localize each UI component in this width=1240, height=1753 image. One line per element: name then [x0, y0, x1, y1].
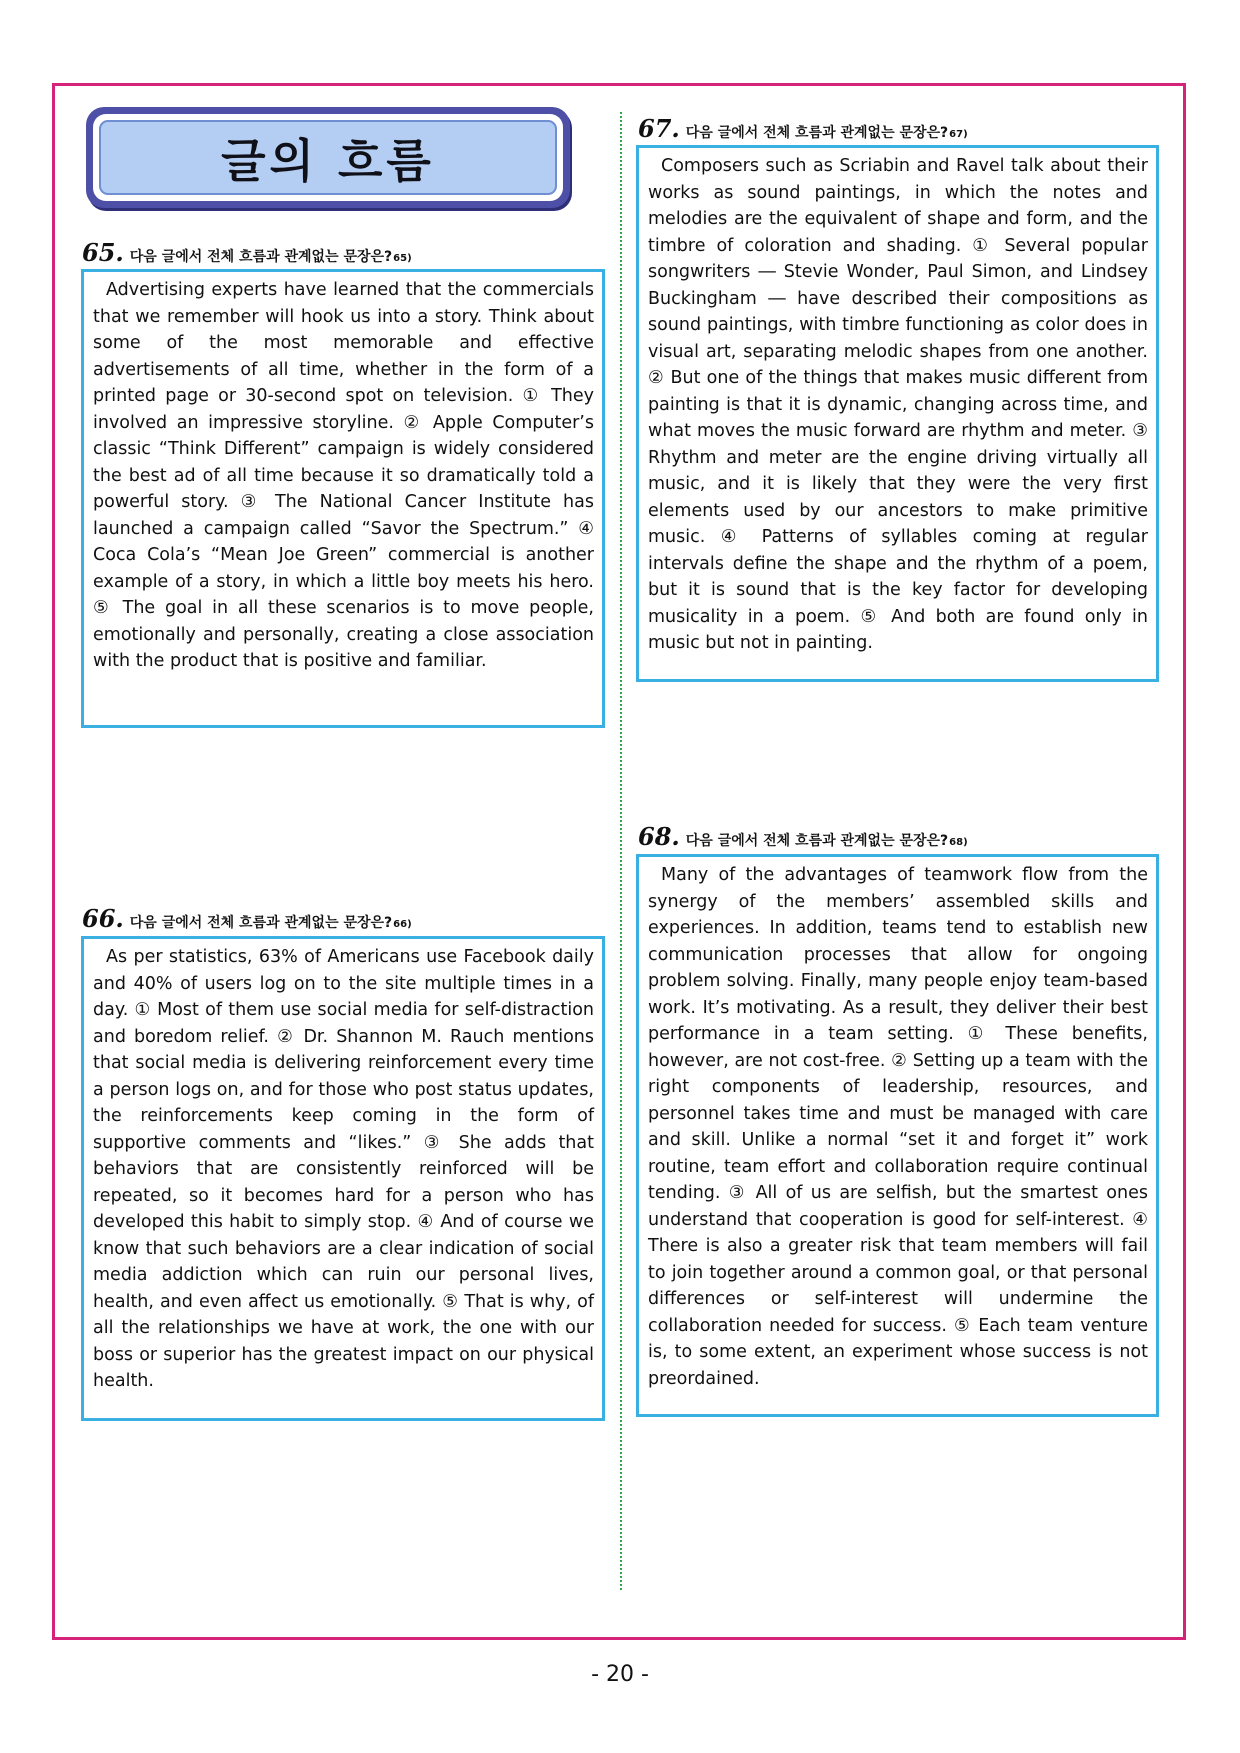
question-footnote-ref: 65): [393, 253, 412, 264]
question-prompt: 다음 글에서 전체 흐름과 관계없는 문장은?: [685, 833, 949, 849]
page-number: - 20 -: [591, 1662, 649, 1687]
section-title-frame: [93, 114, 563, 201]
question-prompt: 다음 글에서 전체 흐름과 관계없는 문장은?: [685, 125, 949, 141]
question-number: 66.: [82, 904, 124, 933]
question-number: 65.: [82, 238, 124, 267]
question-66-heading: [82, 904, 412, 933]
passage-text: Many of the advantages of teamwork flow from the synergy of the members’ assembled skills and experiences. In addition, teams tend to establish new communication processes that allow for ongoing problem solving. Finally, many people enjoy team-based work. It’s motivating. As a result, they deliver their best performance in a team setting. ① These benefits, however, are not cost-free. ② Setting up a team with the right components of leadership, resources, and personnel takes time and must be managed with care and skill. Unlike a normal “set it and forget it” work routine, team effort and collaboration require continual tending. ③ All of us are selfish, but the smartest ones understand that cooperation is good for self-interest. ④ There is also a greater risk that team members will fail to join together around a common goal, or that personal differences or self-interest will undermine the collaboration needed for success. ⑤ Each team venture is, to some extent, an experiment whose success is not preordained.: [648, 865, 1148, 1389]
question-65-passage-box: [81, 269, 605, 728]
question-67-heading: [638, 114, 968, 143]
question-67-passage-box: [636, 145, 1159, 682]
passage-text: Advertising experts have learned that the commercials that we remember will hook us into a story. Think about some of the most memorable and effective advertisements of all time, whether in the form of a printed page or 30-second spot on television. ① They involved an impressive storyline. ② Apple Computer’s classic “Think Different” campaign is widely considered the best ad of all time because it so dramatically told a powerful story. ③ The National Cancer Institute has launched a campaign called “Savor the Spectrum.” ④ Coca Cola’s “Mean Joe Green” commercial is another example of a story, in which a little boy meets his hero. ⑤ The goal in all these scenarios is to move people, emotionally and personally, creating a close association with the product that is positive and familiar.: [93, 280, 594, 671]
question-prompt: 다음 글에서 전체 흐름과 관계없는 문장은?: [129, 915, 393, 931]
question-footnote-ref: 66): [393, 919, 412, 930]
question-footnote-ref: 67): [949, 129, 968, 140]
passage-text: As per statistics, 63% of Americans use Facebook daily and 40% of users log on to the site multiple times in a day. ① Most of them use social media for self-distraction and boredom relief. ② Dr. Shannon M. Rauch mentions that social media is delivering reinforcement every time a person logs on, and for those who post status updates, the reinforcements keep coming in the form of supportive comments and “likes.” ③ She adds that behaviors that are consistently reinforced will be repeated, so it becomes hard for a person who has developed this habit to simply stop. ④ And of course we know that such behaviors are a clear indication of social media addiction which can ruin our personal lives, health, and even affect us emotionally. ⑤ That is why, of all the relationships we have at work, the one with our boss or superior has the greatest impact on our physical health.: [93, 947, 594, 1391]
question-66-passage-box: [81, 936, 605, 1421]
question-65-heading: [82, 238, 412, 267]
section-title: 글의 흐름: [99, 120, 557, 195]
question-number: 68.: [638, 822, 680, 851]
passage-text: Composers such as Scriabin and Ravel talk about their works as sound paintings, in which the notes and melodies are the equivalent of shape and form, and the timbre of coloration and shading. ① Several popular songwriters ― Stevie Wonder, Paul Simon, and Lindsey Buckingham ― have described their compositions as sound paintings, with timbre functioning as color does in visual art, separating melodic shapes from one another. ② But one of the things that makes music different from painting is that it is dynamic, changing across time, and what moves the music forward are rhythm and meter. ③ Rhythm and meter are the engine driving virtually all music, and it is likely that they were the very first elements used by our ancestors to make primitive music. ④ Patterns of syllables coming at regular intervals define the shape and the rhythm of a poem, but it is sound that is the key factor for developing musicality in a poem. ⑤ And both are found only in music but not in painting.: [648, 156, 1148, 653]
question-68-heading: [638, 822, 968, 851]
column-divider: [620, 112, 622, 1590]
question-footnote-ref: 68): [949, 837, 968, 848]
question-68-passage-box: [636, 854, 1159, 1417]
question-number: 67.: [638, 114, 680, 143]
question-prompt: 다음 글에서 전체 흐름과 관계없는 문장은?: [129, 249, 393, 265]
section-title-banner: [86, 107, 570, 208]
